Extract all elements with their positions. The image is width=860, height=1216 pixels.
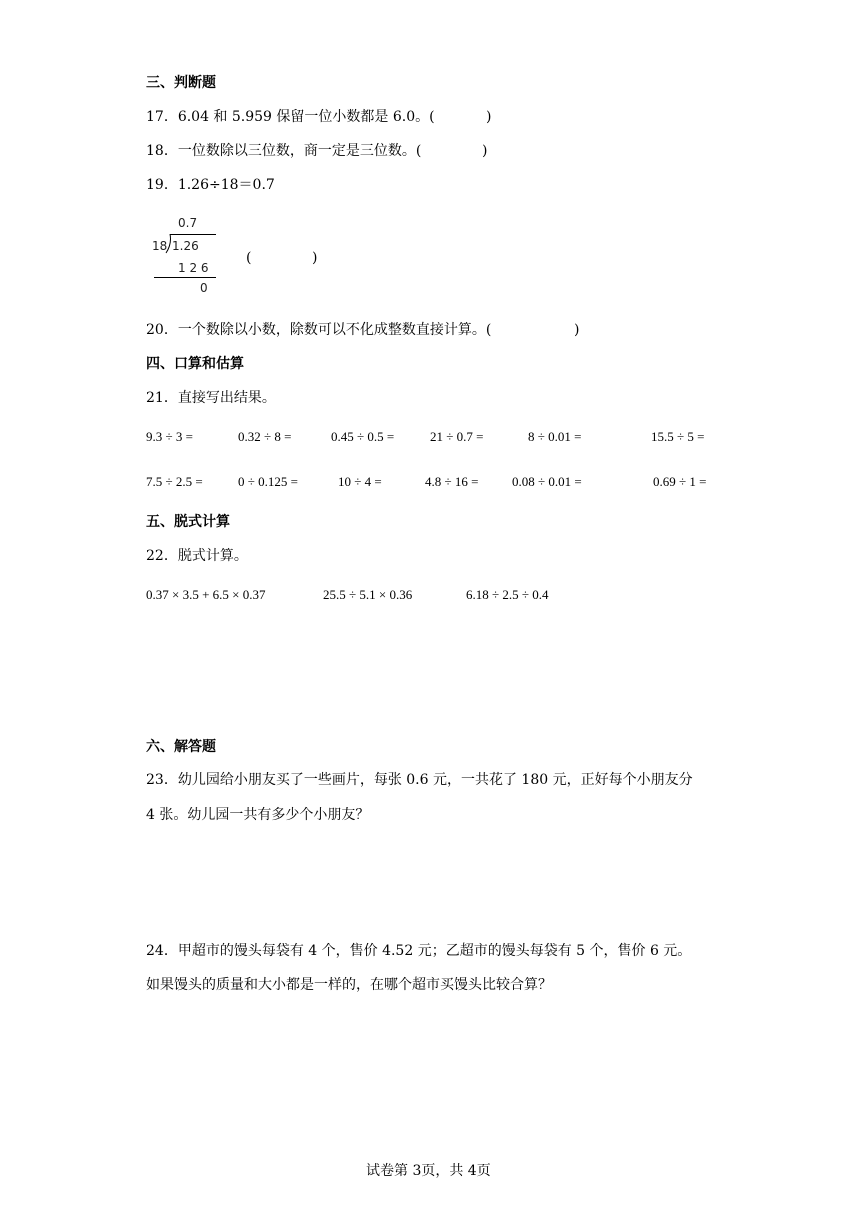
question-22: 22．脱式计算。 — [146, 548, 248, 564]
division-subtract-line — [154, 277, 216, 278]
question-21: 21．直接写出结果。 — [146, 390, 276, 406]
mental-math-item: 15.5 ÷ 5 = — [651, 429, 705, 444]
section-heading-step-calc: 五、脱式计算 — [146, 514, 230, 530]
question-17: 17．6.04 和 5.959 保留一位小数都是 6.0。( — [146, 109, 435, 125]
answer-paren-close-19: ) — [312, 250, 318, 266]
answer-paren-close-20: ) — [574, 322, 580, 338]
division-dividend: 1.26 — [172, 239, 199, 253]
division-remainder: 0 — [200, 281, 208, 295]
step-calc-item: 25.5 ÷ 5.1 × 0.36 — [323, 587, 413, 602]
mental-math-item: 0.32 ÷ 8 = — [238, 429, 292, 444]
mental-math-item: 10 ÷ 4 = — [338, 474, 382, 489]
question-24-line-2: 如果馒头的质量和大小都是一样的，在哪个超市买馒头比较合算？ — [146, 977, 552, 993]
mental-math-item: 8 ÷ 0.01 = — [528, 429, 582, 444]
mental-math-item: 0.08 ÷ 0.01 = — [512, 474, 582, 489]
mental-math-item: 7.5 ÷ 2.5 = — [146, 474, 203, 489]
question-20: 20．一个数除以小数，除数可以不化成整数直接计算。( — [146, 322, 492, 338]
mental-math-item: 0 ÷ 0.125 = — [238, 474, 298, 489]
division-quotient: 0.7 — [178, 216, 198, 230]
step-calc-item: 0.37 × 3.5 + 6.5 × 0.37 — [146, 587, 266, 602]
division-bar — [170, 234, 216, 235]
page-footer: 试卷第 3页，共 4页 — [366, 1163, 491, 1179]
question-23-line-1: 23．幼儿园给小朋友买了一些画片，每张 0.6 元，一共花了 180 元，正好每个小朋友分 — [146, 772, 693, 788]
mental-math-item: 21 ÷ 0.7 = — [430, 429, 484, 444]
mental-math-item: 9.3 ÷ 3 = — [146, 429, 193, 444]
mental-math-item: 0.69 ÷ 1 = — [653, 474, 707, 489]
division-product: 1 2 6 — [178, 261, 209, 275]
answer-paren-close-17: ) — [486, 109, 492, 125]
question-23-line-2: 4 张。幼儿园一共有多少个小朋友？ — [146, 807, 370, 823]
question-18: 18．一位数除以三位数，商一定是三位数。( — [146, 143, 422, 159]
answer-paren-close-18: ) — [482, 143, 488, 159]
section-heading-word-problems: 六、解答题 — [146, 739, 216, 755]
question-19: 19．1.26÷18＝0.7 — [146, 177, 275, 193]
step-calc-item: 6.18 ÷ 2.5 ÷ 0.4 — [466, 587, 549, 602]
mental-math-item: 4.8 ÷ 16 = — [425, 474, 479, 489]
mental-math-item: 0.45 ÷ 0.5 = — [331, 429, 395, 444]
question-24-line-1: 24．甲超市的馒头每袋有 4 个，售价 4.52 元；乙超市的馒头每袋有 5 个，售价 6 元。 — [146, 943, 692, 959]
section-heading-judgement: 三、判断题 — [146, 75, 216, 91]
division-divisor: 18 — [152, 239, 168, 253]
section-heading-mental-math: 四、口算和估算 — [146, 356, 244, 372]
answer-paren-open-19: ( — [246, 250, 252, 266]
